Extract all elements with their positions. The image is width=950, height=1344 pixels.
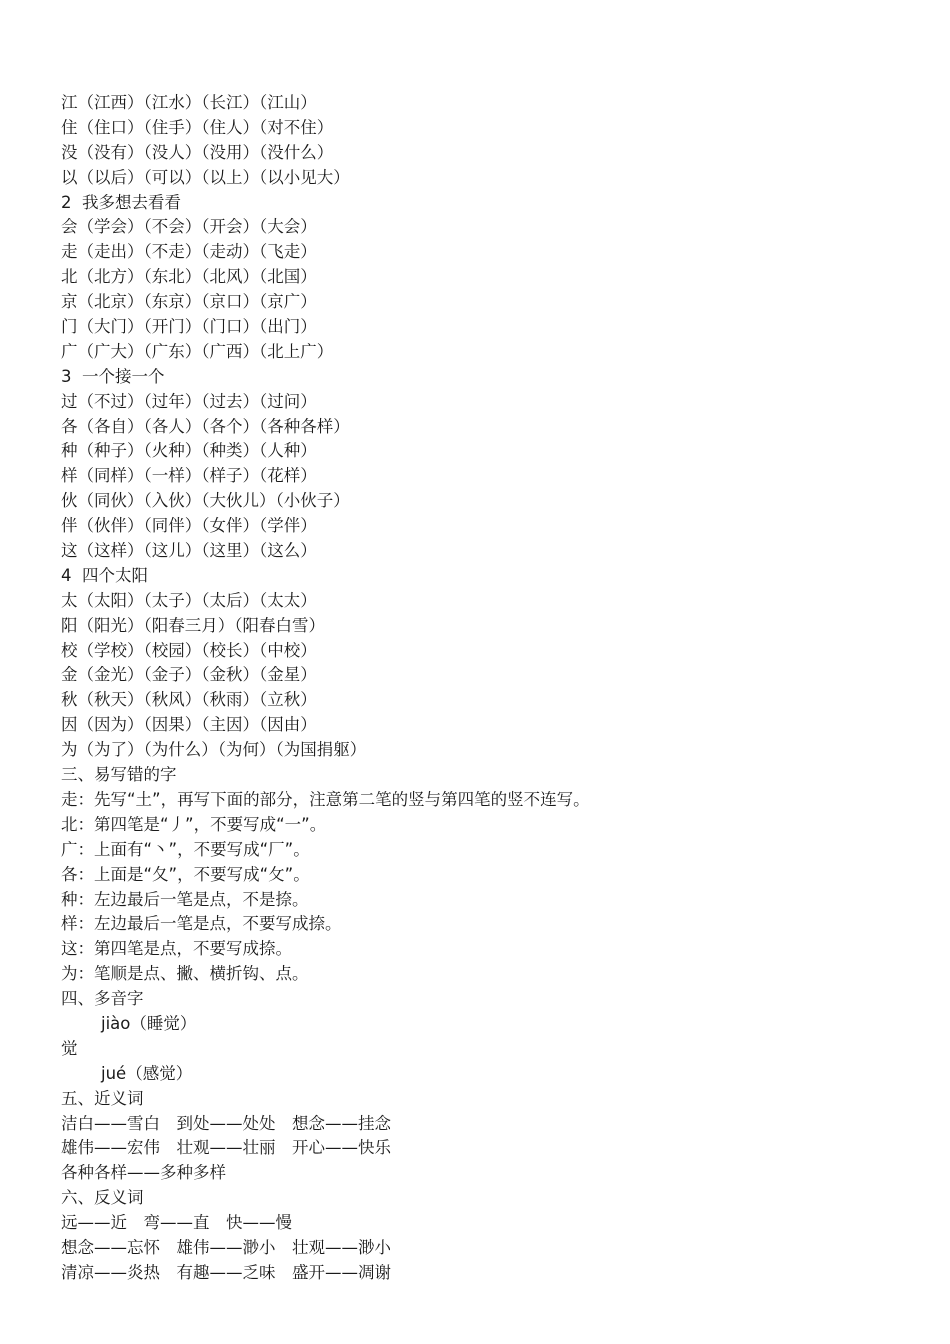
antonym-line: 远——近 弯——直 快——慢 (61, 1213, 292, 1233)
word-list-line: 金（金光）（金子）（金秋）（金星） (61, 665, 317, 685)
word-list-line: 没（没有）（没人）（没用）（没什么） (61, 142, 334, 162)
word-list-line: 太（太阳）（太子）（太后）（太太） (61, 590, 317, 610)
word-list-line: 江（江西）（江水）（长江）（江山） (61, 93, 317, 112)
error-prone-note: 走：先写“土”，再写下面的部分，注意第二笔的竖与第四笔的竖不连写。 (61, 789, 590, 809)
word-list-line: 过（不过）（过年）（过去）（过问） (61, 391, 317, 411)
word-list-line: 秋（秋天）（秋风）（秋雨）（立秋） (61, 690, 317, 710)
synonym-line: 各种各样——多种多样 (61, 1163, 226, 1183)
antonym-line: 清凉——炎热 有趣——乏味 盛开——凋谢 (61, 1262, 391, 1282)
word-list-line: 这（这样）（这儿）（这里）（这么） (61, 541, 317, 561)
word-list-line: 校（学校）（校园）（校长）（中校） (61, 640, 317, 660)
polyphone-character: 觉 (61, 1038, 78, 1058)
word-list-line: 阳（阳光）（阳春三月）（阳春白雪） (61, 615, 325, 635)
word-list-line: 门（大门）（开门）（门口）（出门） (61, 317, 317, 337)
error-prone-note: 北：第四笔是“丿”，不要写成“一”。 (61, 814, 327, 834)
synonym-line: 雄伟——宏伟 壮观——壮丽 开心——快乐 (61, 1138, 391, 1158)
lesson-heading: 4 四个太阳 (61, 565, 148, 585)
word-list-line: 样（同样）（一样）（样子）（花样） (61, 466, 317, 486)
word-list-line: 以（以后）（可以）（以上）（以小见大） (61, 167, 350, 187)
document-page (61, 91, 921, 1286)
section-heading: 三、易写错的字 (61, 765, 177, 785)
error-prone-note: 广：上面有“丶”，不要写成“厂”。 (61, 839, 310, 859)
section-heading: 五、近义词 (61, 1088, 144, 1108)
word-list-line: 种（种子）（火种）（种类）（人种） (61, 441, 317, 461)
word-list-line: 因（因为）（因果）（主因）（因由） (61, 715, 317, 735)
lesson-heading: 2 我多想去看看 (61, 192, 181, 212)
word-list-line: 住（住口）（住手）（住人）（对不住） (61, 117, 334, 137)
word-list-line: 北（北方）（东北）（北风）（北国） (61, 267, 317, 287)
synonym-line: 洁白——雪白 到处——处处 想念——挂念 (61, 1113, 391, 1133)
word-list-line: 伙（同伙）（入伙）（大伙儿）（小伙子） (61, 491, 350, 511)
section-heading: 六、反义词 (61, 1188, 144, 1208)
antonym-line: 想念——忘怀 雄伟——渺小 壮观——渺小 (61, 1237, 391, 1257)
lesson-heading: 3 一个接一个 (61, 366, 165, 386)
word-list-line: 京（北京）（东京）（京口）（京广） (61, 292, 317, 312)
polyphone-reading: jué（感觉） (101, 1063, 193, 1083)
error-prone-note: 各：上面是“夂”，不要写成“攵”。 (61, 864, 310, 884)
error-prone-note: 这：第四笔是点，不要写成捺。 (61, 939, 292, 959)
word-list-line: 伴（伙伴）（同伴）（女伴）（学伴） (61, 516, 317, 536)
word-list-line: 会（学会）（不会）（开会）（大会） (61, 217, 317, 237)
word-list-line: 各（各自）（各人）（各个）（各种各样） (61, 416, 350, 436)
error-prone-note: 样：左边最后一笔是点，不要写成捺。 (61, 914, 342, 934)
error-prone-note: 为：笔顺是点、撇、横折钩、点。 (61, 964, 309, 984)
word-list-line: 广（广大）（广东）（广西）（北上广） (61, 341, 334, 361)
word-list-line: 走（走出）（不走）（走动）（飞走） (61, 242, 317, 262)
word-list-line: 为（为了）（为什么）（为何）（为国捐躯） (61, 740, 367, 760)
section-heading: 四、多音字 (61, 989, 144, 1009)
polyphone-reading: jiào（睡觉） (101, 1013, 197, 1033)
error-prone-note: 种：左边最后一笔是点，不是捺。 (61, 889, 309, 909)
